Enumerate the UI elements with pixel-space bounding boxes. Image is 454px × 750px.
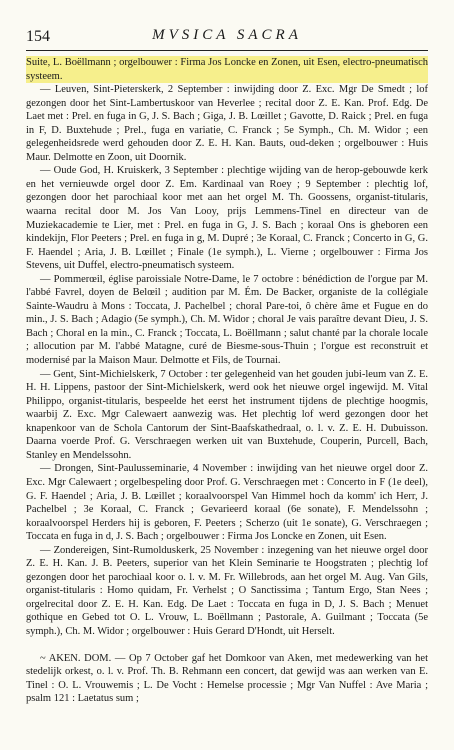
paragraph-drongen: — Drongen, Sint-Paulusseminarie, 4 November : inwijding van het nieuwe orgel door Z. Exc. Mgr Calewaert ; orgelbespeling door Prof. G. Verschraegen met : Concerto in F (1e deel), G. F. Haendel ; Aria, J. B. Lœillet ; koraalvoorspel Van Himmel hoch da komm' ich Herr, J. Pachelbel ; 3e Koraal, C. Franck ; Gevarieerd koraal (6e sonate), F. Mendelssohn ; koraalvoorspel Herders hij is geboren, F. Peeters ; Scherzo (uit 1e sonate), G. Verschraegen ; Toccata en fuga in d, J. S. Bach ; orgelbouwer : Firma Jos Loncke en Zonen, uit Esen. [26,463,428,543]
body-text [26,56,428,706]
page-number: 154 [26,28,50,45]
paragraph-pommeroeil: — Pommerœil, église paroissiale Notre-Dame, le 7 octobre : bénédiction de l'orgue par M. l'abbé Favrel, doyen de Belœil ; audition par M. Ém. De Backer, organiste de la collégiale Sainte-Waudru à Mons : Toccata, J. Pachelbel ; choral Pare-toi, ô chère âme et Fugue en do min., J. S. Bach ; Adagio (5e symph.), Ch. M. Widor ; choral Je vais paraître devant Dieu, J. S. Bach ; Choral en la min., C. Franck ; Toccata, L. Boëllmann ; salut chanté par la chorale locale ; allocution par M. l'abbé Matagne, curé de Biesme-sous-Thuin ; l'orgue est reconstruit et modernisé par la Maison Maur. Delmotte et Fils, de Tournai. [26,273,428,367]
page-header [26,24,428,51]
paragraph-oude-god: — Oude God, H. Kruiskerk, 3 September : plechtige wijding van de herop-gebouwde kerk en het vernieuwde orgel door Z. Em. Kardinaal van Roey ; 9 September : plechtig lof, gezongen door het parochiaal koor met aan het orgel M. Th. Goossens, organist-titularis, waarna recital door M. Jos Van Looy, prijs Lemmens-Tinel en directeur van de Muziekacademie te Lier, met : Prel. en fuga in G, J. S. Bach ; koraal Ons is gheboren een kindekijn, Flor Peeters ; Prel. en fuga in g, M. Dupré ; 3e Koraal, C. Franck ; Concerto in G, G. F. Haendel ; Aria, J. B. Lœillet ; Finale (1e symph.), L. Vierne ; orgelbouwer : Firma Jos Stevens, uit Duffel, electro-pneumatisch systeem. [26,165,428,272]
paragraph-aken: ~ AKEN. DOM. — Op 7 October gaf het Domkoor van Aken, met medewerking van het stedelijk orkest, o. l. v. Prof. Th. B. Rehmann een concert, dat gewijd was aan werken van E. Tinel : O. L. Vrouwemis ; L. De Vocht : Hemelse processie ; Mgr Van Nuffel : Ave Maria ; psalm 121 : Laetatus sum ; [26,652,428,705]
paragraph-suite: Suite, L. Boëllmann ; orgelbouwer : Firma Jos Loncke en Zonen, uit Esen, electro-pneumatisch systeem. [26,57,428,82]
paragraph-gent: — Gent, Sint-Michielskerk, 7 October : ter gelegenheid van het gouden jubi-leum van Z. E. H. H. Lippens, pastoor der Sint-Michielskerk, werd ook het nieuwe orgel ingewijd. M. Vital Philippo, organist-titularis, bespeelde het eerst het instrument tijdens de plechtige hoogmis, waarbij Z. Exc. Mgr Calewaert aanwezig was. Het plechtig lof werd gezongen door het knapenkoor van de Schola Cantorum der Sint-Baafskathedraal, o. l. v. Z. E. H. Dubuisson. Daarna voerde Prof. G. Verschraegen werken uit van Buxtehude, Couperin, Purcell, Bach, Stanley en Mendelssohn. [26,368,428,461]
running-title: MVSICA SACRA [152,27,302,43]
paragraph-zondereigen: — Zondereigen, Sint-Rumolduskerk, 25 November : inzegening van het nieuwe orgel door Z. E. H. Kan. J. B. Peeters, superior van het Klein Seminarie te Hoogstraten ; plechtig lof gezongen door het parochiaal koor o. l. v. M. Fr. Willebrods, aan het orgel M. Aug. Van Gils, organist-titularis : Homo quidam, Fr. Verhelst ; O Sanctissima ; Tantum Ergo, Stan Nees ; orgelrecital door Z. E. H. Kan. Edg. De Laet : Toccata en fuga in D, J. S. Bach ; Menuet gothique en Gebed tot O. L. Vrouw, L. Boëllmann ; Pastorale, A. Guilmant ; Toccata (5e symph.), Ch. M. Widor ; orgelbouwer : Huis Gerard D'Hondt, uit Herselt. [26,544,428,637]
paragraph-leuven: — Leuven, Sint-Pieterskerk, 2 September : inwijding door Z. Exc. Mgr De Smedt ; lof gezongen door het Sint-Lambertuskoor van Heverlee ; recital door Z. E. Kan. Prof. Edg. De Laet met : Prel. en fuga in G, J. S. Bach ; Giga, J. B. Lœillet ; Gavotte, D. Raick ; Prel. en fuga in F, D. Buxtehude ; Prel., fuga en variatie, C. Franck ; 5e Symph., Ch. M. Widor ; een gelegenheidsrede werd gehouden door Z. E. H. Kan. Bauts, oud-deken ; orgelbouwer : Huis Maur. Delmotte en Zoon, uit Doornik. [26,84,428,163]
